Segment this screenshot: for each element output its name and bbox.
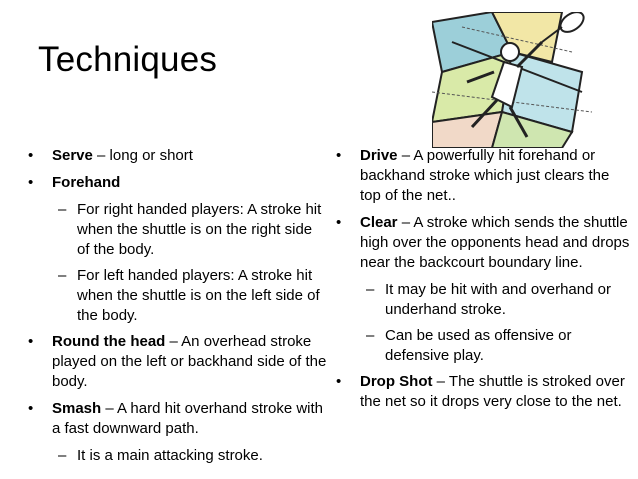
bullet-item <box>28 146 328 166</box>
bullet-icon: • <box>28 400 34 417</box>
bullet-term: Serve <box>52 147 93 164</box>
sub-bullet-item <box>336 280 634 320</box>
sub-bullet-text: It may be hit with and overhand or underhand stroke. <box>385 281 611 318</box>
bullet-icon: • <box>28 333 34 350</box>
bullet-icon: • <box>336 147 342 164</box>
bullet-text: – A powerfully hit forehand or backhand stroke which just clears the top of the net.. <box>360 147 610 204</box>
bullet-term: Drop Shot <box>360 373 433 390</box>
bullet-icon: • <box>28 147 34 164</box>
sub-bullet-text: Can be used as offensive or defensive play. <box>385 327 572 364</box>
dash-icon: – <box>58 201 67 218</box>
bullet-icon: • <box>336 373 342 390</box>
bullet-text: – A hard hit overhand stroke with a fast downward path. <box>52 400 324 437</box>
bullet-term: Clear <box>360 214 398 231</box>
bullet-item <box>336 146 634 206</box>
bullet-text: – An overhead stroke played on the left or backhand side of the body. <box>52 333 327 390</box>
sub-bullet-text: For right handed players: A stroke hit when the shuttle is on the right side of the body. <box>77 201 322 258</box>
bullet-text: – A stroke which sends the shuttle high over the opponents head and drops near the backcourt boundary line. <box>360 214 630 271</box>
bullet-term: Smash <box>52 400 102 417</box>
bullet-item <box>28 332 328 392</box>
bullet-term: Round the head <box>52 333 166 350</box>
sub-bullet-item <box>28 200 328 260</box>
dash-icon: – <box>58 267 67 284</box>
dash-icon: – <box>366 327 375 344</box>
sub-bullet-item <box>28 446 328 466</box>
sub-bullet-item <box>336 326 634 366</box>
bullet-icon: • <box>336 214 342 231</box>
bullet-term: Drive <box>360 147 398 164</box>
left-column <box>28 146 328 472</box>
dash-icon: – <box>366 281 375 298</box>
bullet-item <box>28 173 328 193</box>
dash-icon: – <box>58 447 67 464</box>
slide-title: Techniques <box>38 40 218 79</box>
sub-bullet-item <box>28 266 328 326</box>
right-column <box>336 146 634 419</box>
bullet-item <box>336 213 634 273</box>
bullet-text: – The shuttle is stroked over the net so it drops very close to the net. <box>360 373 625 410</box>
bullet-item <box>28 399 328 439</box>
sub-bullet-text: It is a main attacking stroke. <box>77 447 263 464</box>
bullet-text: – long or short <box>92 147 193 164</box>
bullet-term: Forehand <box>52 174 121 191</box>
badminton-player-clipart <box>432 12 600 148</box>
bullet-icon: • <box>28 174 34 191</box>
sub-bullet-text: For left handed players: A stroke hit when the shuttle is on the left side of the body. <box>77 267 320 324</box>
bullet-item <box>336 372 634 412</box>
